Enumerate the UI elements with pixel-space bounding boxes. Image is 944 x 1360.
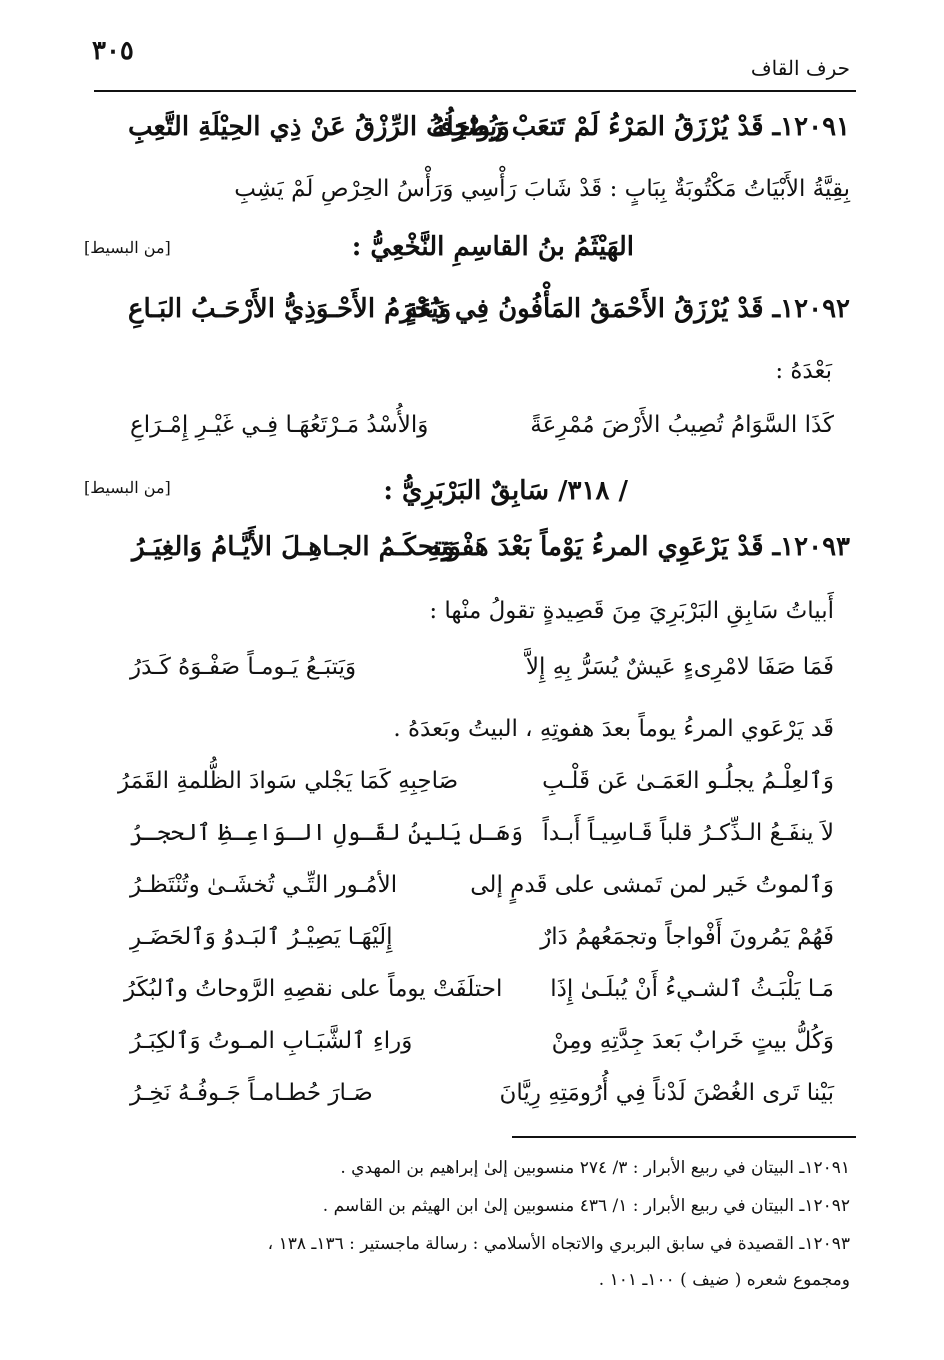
poem-line-second-hemistich: صَـارَ حُطـامـاً جَـوفُـهُ نَخِـرُ [130,1080,373,1106]
poem-intro: أَبياتُ سَابِقِ البَرْبَرِيَ مِنَ قَصِيدةٍ تقولُ منْها : [429,598,834,624]
verse-12091-second-hemistich: وَيُصْرَفُ الرِّزْقُ عَنْ ذِي الحِيْلَةِ التَّعِبِ [128,112,510,142]
poem-line-first-hemistich: وَكُلُّ بيتٍ خَرابٌ بَعدَ جِدَّتِهِ ومِنْ [551,1028,834,1054]
remaining-verses-note: بِقِيَّةُ الأَبْيَاتُ مَكْتُوبَةٌ بِبَابٍ : قَدْ شَابَ رَأْسِي وَرَأْسُ الحِرْصِ لَمْ يَشِبِ [234,176,850,202]
poem-line-first-hemistich: وَٱلعِلْـمُ يجلُـو العَمَـىٰ عَن قَلْـبِ [542,768,834,794]
fama-second-hemistich: وَيَتبَـعُ يَـومـاً صَفْـوَهُ كَـدَرُ [130,654,357,680]
footnote-12093: ١٢٠٩٣ـ القصيدة في سابق البربري والاتجاه الأسلامي : رسالة ماجستير : ١٣٦ـ ١٣٨ ، [267,1234,850,1254]
header-rule [94,90,856,92]
poem-line-first-hemistich: فَهُمْ يَمُرونَ أَفْواجاً وتجمَعُهمُ دَارٌ [540,924,834,950]
running-title: حرف القاف [750,56,850,80]
meter-label: [من البسيط] [84,478,171,497]
verse-12092-second-hemistich: وَيُحْرَمُ الأَحْـوَذِيُّ الأَرْحَـبُ البَـاعِ [128,294,452,324]
footnote-rule [512,1136,856,1138]
verse-12091-first-hemistich: ١٢٠٩١ـ قَدْ يُرْزَقُ المَرْءُ لَمْ تَتعَبْ رَواحِلُهُ [431,112,850,142]
poem-line-second-hemistich: صَاحِبِهِ كَمَا يَجْلي سَوادَ الظُّلمةِ القَمَرُ [118,768,459,794]
meter-label: [من البسيط] [84,238,171,257]
poem-line-first-hemistich: لاَ ينفَـعُ الـذِّكـرُ قلباً قَـاسِيـاً أَبـداً [542,820,834,846]
poem-line-first-hemistich: بَيْنا تَرى الغُصْنَ لَدْناً فِي أُرُومَتِهِ رِيَّانَ [499,1080,834,1106]
verse-12093-first-hemistich: ١٢٠٩٣ـ قَدْ يَرْعَوِي المرءُ يَوْماً بَعْدَ هَفْوَتِهِ [427,532,850,562]
poem-line-first-hemistich: مَـا يَلْبَـثُ ٱلشـيءُ أَنْ يُبلَـىٰ إِذَا [550,976,834,1002]
footnote-12093-continued: ومجموع شعره ( ضيف ) ١٠٠ـ ١٠١ . [598,1270,850,1290]
poem-line-first-hemistich: وَٱلموتُ خَير لمن تَمشى على قَدمٍ إلى [470,872,834,898]
footnote-12091: ١٢٠٩١ـ البيتان في ربيع الأبرار : ٣/ ٢٧٤ منسوبين إلىٰ إبراهيم بن المهدي . [340,1158,850,1178]
fama-first-hemistich: فَمَا صَفَا لامْرِىءٍ عَيشٌ يُسَرُّ بِهِ إِلاَّ [525,654,834,680]
verse-reference: قَد يَرْعَوي المرءُ يوماً بعدَ هفوتِهِ ، البيتُ وبَعدَهُ . [393,716,834,742]
poem-line-second-hemistich: وَهَـل يَلينُ لقَـولِ الـوَاعِـظِ ٱلحجـرُ [130,820,524,846]
poem-line-second-hemistich: إِلَيْهَـا يَصِيْـرُ ٱلبَـدوُ وَٱلحَضَـرِ [130,924,393,950]
poet-name-sabiq: / ٣١٨/ سَابِقٌ البَرْبَرِيُّ : [383,476,628,506]
poem-line-second-hemistich: وَراءِ ٱلشَّبَـابِ المـوتُ وَٱلكِبَـرُ [130,1028,413,1054]
kadha-first-hemistich: كَذَا السَّوَامُ تُصِيبُ الأَرْضَ مُمْرِعَةً [530,412,834,438]
poem-line-second-hemistich: الأمُـور التِّـي تُخشَـىٰ وتُنْتَظـرُ [130,872,398,898]
after-label: بَعْدَهُ : [775,358,832,384]
kadha-second-hemistich: وَالأُسْدُ مَـرْتَعُهَـا فِـي غَيْـرِ إِمْـرَاعِ [130,412,429,438]
poem-line-second-hemistich: احتلَفَتْ يوماً على نقصِهِ الرَّوحاتُ وٱلبُكَرُ [124,976,503,1002]
verse-12093-second-hemistich: وَتحكَـمُ الجـاهِـلَ الأَيَّـامُ وَالغِيَـرُ [132,532,455,562]
footnote-12092: ١٢٠٩٢ـ البيتان في ربيع الأبرار : ١/ ٤٣٦ منسوبين إلىٰ ابن الهيثم بن القاسم . [322,1196,850,1216]
poet-name-haytham: الهَيْثَمُ بنُ القاسِمِ النَّخْعِيُّ : [351,232,634,262]
verse-12092-first-hemistich: ١٢٠٩٢ـ قَدْ يُرْزَقُ الأَحْمَقُ المَأْفُونُ فِي دَعَةٍ [404,294,850,324]
page-number: ٣٠٥ [92,36,134,66]
